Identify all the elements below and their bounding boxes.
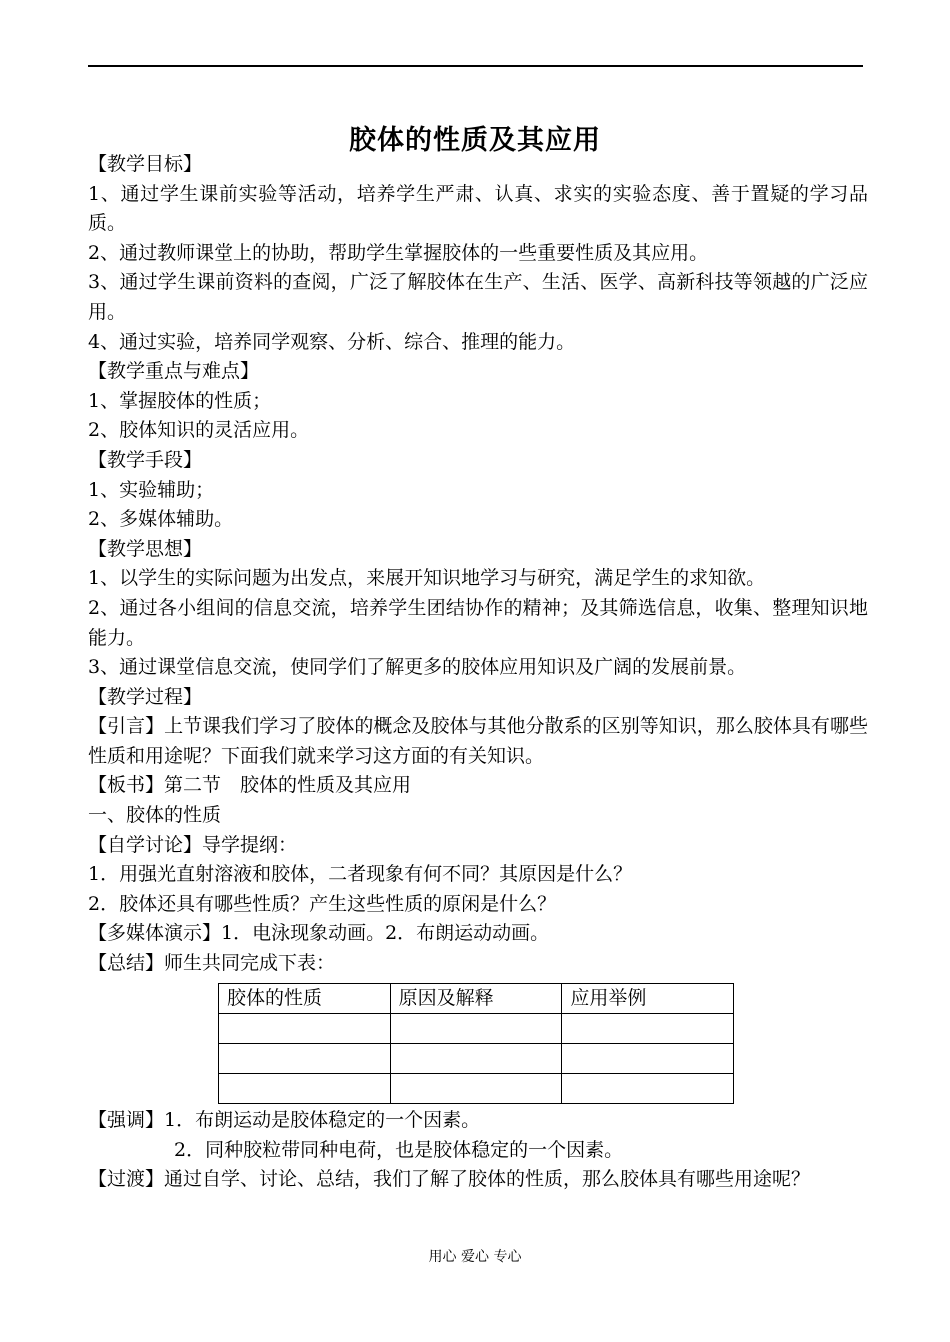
goals-heading: 【教学目标】 bbox=[88, 153, 203, 175]
goal-item: 4、通过实验，培养同学观察、分析、综合、推理的能力。 bbox=[88, 330, 576, 353]
table-cell bbox=[390, 1074, 562, 1104]
idea-item: 3、通过课堂信息交流，使同学们了解更多的胶体应用知识及广阔的发展前景。 bbox=[88, 656, 747, 679]
discussion-text: 【自学讨论】导学提纲： bbox=[88, 833, 298, 856]
table-cell bbox=[390, 1014, 562, 1044]
table-header-cell: 原因及解释 bbox=[390, 983, 562, 1014]
table-cell bbox=[562, 1014, 734, 1044]
transition-text: 【过渡】通过自学、讨论、总结，我们了解了胶体的性质，那么胶体具有哪些用途呢？ bbox=[88, 1168, 811, 1191]
table-cell bbox=[390, 1044, 562, 1074]
table-header-cell: 应用举例 bbox=[562, 983, 734, 1014]
idea-item: 2、通过各小组间的信息交流，培养学生团结协作的精神；及其筛选信息，收集、整理知识地能力。 bbox=[88, 596, 868, 649]
table-cell bbox=[562, 1074, 734, 1104]
table-row bbox=[219, 1044, 734, 1074]
summary-table-wrap bbox=[218, 983, 868, 1105]
table-cell bbox=[562, 1044, 734, 1074]
question-item: 2．胶体还具有哪些性质？产生这些性质的原闲是什么？ bbox=[88, 892, 557, 915]
table-row bbox=[219, 1074, 734, 1104]
ideas-heading: 【教学思想】 bbox=[88, 537, 203, 560]
table-row bbox=[219, 1014, 734, 1044]
keypoints-heading: 【教学重点与难点】 bbox=[88, 360, 260, 383]
keypoint-item: 2、胶体知识的灵活应用。 bbox=[88, 419, 310, 442]
goal-item: 2、通过教师课堂上的协助，帮助学生掌握胶体的一些重要性质及其应用。 bbox=[88, 241, 709, 264]
header-rule bbox=[88, 65, 863, 67]
multimedia-text: 【多媒体演示】1．电泳现象动画。2．布朗运动动画。 bbox=[88, 922, 550, 945]
document-body bbox=[88, 150, 868, 1195]
means-item: 2、多媒体辅助。 bbox=[88, 508, 234, 531]
page-title: 胶体的性质及其应用 bbox=[349, 125, 601, 156]
table-cell bbox=[219, 1014, 391, 1044]
table-cell bbox=[219, 1074, 391, 1104]
page-footer: 用心 爱心 专心 bbox=[428, 1249, 522, 1265]
intro-paragraph: 【引言】上节课我们学习了胶体的概念及胶体与其他分散系的区别等知识，那么胶体具有哪些性质和用途呢？下面我们就来学习这方面的有关知识。 bbox=[88, 715, 868, 767]
goal-item: 1、通过学生课前实验等活动，培养学生严肃、认真、求实的实验态度、善于置疑的学习品质。 bbox=[88, 182, 868, 235]
means-item: 1、实验辅助； bbox=[88, 478, 215, 501]
table-header-cell: 胶体的性质 bbox=[219, 983, 391, 1014]
process-heading: 【教学过程】 bbox=[88, 685, 203, 708]
goal-item: 3、通过学生课前资料的查阅，广泛了解胶体在生产、生活、医学、高新科技等领越的广泛应用。 bbox=[88, 271, 868, 323]
emphasis-item: 【强调】1．布朗运动是胶体稳定的一个因素。 bbox=[88, 1109, 481, 1132]
summary-table bbox=[218, 983, 734, 1105]
question-item: 1．用强光直射溶液和胶体，二者现象有何不同？其原因是什么？ bbox=[88, 863, 633, 886]
emphasis-item: 2．同种胶粒带同种电荷，也是胶体稳定的一个因素。 bbox=[174, 1138, 624, 1161]
means-heading: 【教学手段】 bbox=[88, 448, 203, 471]
table-header-row bbox=[219, 983, 734, 1014]
summary-text: 【总结】师生共同完成下表： bbox=[88, 952, 336, 975]
keypoint-item: 1、掌握胶体的性质； bbox=[88, 389, 272, 412]
idea-item: 1、以学生的实际问题为出发点，来展开知识地学习与研究，满足学生的求知欲。 bbox=[88, 567, 766, 590]
table-cell bbox=[219, 1044, 391, 1074]
sub-heading: 一、胶体的性质 bbox=[88, 804, 222, 827]
board-text: 【板书】第二节 胶体的性质及其应用 bbox=[88, 774, 412, 797]
